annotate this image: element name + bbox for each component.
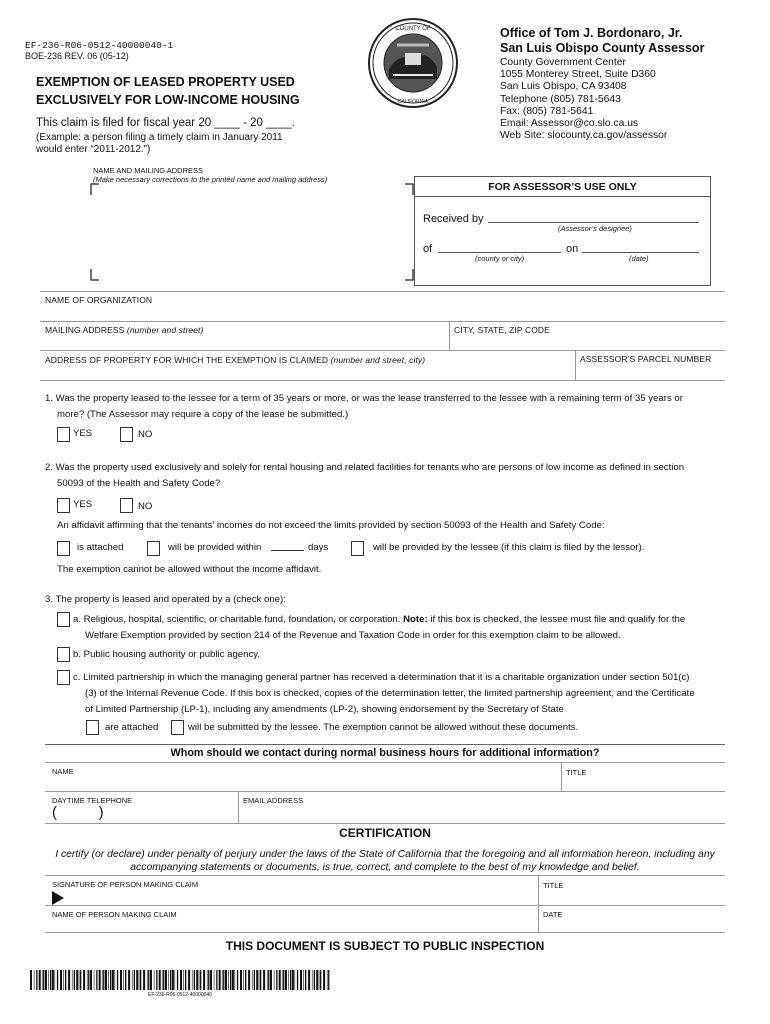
field-divider-vertical: [538, 875, 539, 932]
contact-heading: Whom should we contact during normal business hours for additional information?: [170, 747, 600, 759]
signer-name-input[interactable]: [45, 918, 535, 932]
property-address-label: [45, 355, 425, 365]
question-1: [45, 391, 735, 423]
assessor-date-line[interactable]: [582, 252, 699, 253]
q1-yes-label: YES: [73, 428, 93, 439]
form-number: BOE-236 REV. 06 (05-12): [25, 51, 129, 61]
property-address-hint: (number and street, city): [330, 355, 426, 365]
contact-name-input[interactable]: [45, 776, 555, 790]
affidavit-will-provide-checkbox[interactable]: [147, 541, 160, 556]
organization-name-label: NAME OF ORGANIZATION: [45, 295, 153, 305]
contact-title-label: TITLE: [566, 768, 587, 777]
office-website[interactable]: Web Site: slocounty.ca.gov/assessor: [500, 130, 668, 142]
question-1-line2: more? (The Assessor may require a copy of the lease be submitted.): [57, 409, 349, 420]
svg-text:CALIFORNIA: CALIFORNIA: [397, 99, 429, 105]
office-name-line1: Office of Tom J. Bordonaro, Jr.: [500, 26, 683, 40]
q1-no-label: NO: [138, 429, 153, 440]
contact-title-input[interactable]: [563, 777, 723, 790]
field-divider: [45, 762, 725, 763]
mailing-address-label: NAME AND MAILING ADDRESS: [93, 166, 204, 175]
barcode-icon: [30, 970, 330, 990]
office-address-line: San Luis Obispo, CA 93408: [500, 81, 627, 93]
property-address-text: ADDRESS OF PROPERTY FOR WHICH THE EXEMPTION IS CLAIMED: [45, 355, 329, 365]
form-title-line2: EXCLUSIVELY FOR LOW-INCOME HOUSING: [36, 93, 300, 107]
assessor-box-divider: [414, 196, 711, 197]
mailing-address-input[interactable]: [40, 336, 445, 349]
office-address-line: County Government Center: [500, 57, 626, 68]
parcel-number-input[interactable]: [578, 366, 723, 379]
signature-input[interactable]: [70, 888, 535, 905]
q3a-line2: Welfare Exemption provided by section 214 of the Revenue and Taxation Code in order for this exemption claim to be allowed.: [85, 630, 621, 641]
organization-name-input[interactable]: [40, 306, 725, 320]
documents-to-submit-checkbox[interactable]: [171, 720, 184, 735]
signature-date-label: DATE: [543, 910, 563, 919]
office-address-block: [500, 57, 667, 142]
city-state-zip-input[interactable]: [452, 336, 722, 349]
office-fax: Fax: (805) 781-5641: [500, 105, 594, 117]
q3c-line3: of Limited Partnership (LP-1), including any amendments (LP-2), showing endorsement by the Secretary of State: [85, 704, 564, 715]
affidavit-days-label: days: [308, 542, 329, 553]
barcode-caption: EF-236-R06-0512-40000040: [148, 992, 212, 998]
city-state-zip-label: CITY, STATE, ZIP CODE: [454, 325, 550, 335]
county-or-city-line[interactable]: [438, 252, 561, 253]
field-divider: [40, 291, 725, 292]
mailing-address-field-hint: (number and street): [126, 325, 204, 335]
affidavit-attached-checkbox[interactable]: [57, 541, 70, 556]
section-divider: [45, 744, 725, 745]
office-email[interactable]: Email: Assessor@co.slo.ca.us: [500, 118, 639, 130]
field-divider: [45, 791, 725, 792]
daytime-telephone-label: DAYTIME TELEPHONE: [52, 796, 133, 805]
q3a-note-text: if this box is checked, the lessee must file and qualify for the: [430, 614, 686, 625]
q1-no-checkbox[interactable]: [120, 427, 133, 442]
assessor-designee-label: (Assessor’s designee): [558, 224, 632, 233]
form-id-code: EF-236-R06-0512-40000040-1: [25, 40, 174, 51]
received-by-line[interactable]: [488, 222, 699, 223]
q3a-note-label: Note:: [403, 614, 428, 625]
documents-attached-checkbox[interactable]: [86, 720, 99, 735]
svg-text:COUNTY OF: COUNTY OF: [395, 26, 431, 32]
field-divider: [45, 875, 725, 876]
q3c-line2: (3) of the Internal Revenue Code. If this box is checked, copies of the determination letter, the limited partnership agreement, and the Certificate: [85, 688, 695, 699]
question-3: 3. The property is leased and operated by a (check one):: [45, 594, 286, 605]
signer-title-input[interactable]: [541, 890, 723, 904]
affidavit-by-lessee-label: will be provided by the lessee (if this claim is filed by the lessor).: [373, 542, 645, 553]
q2-yes-label: YES: [73, 499, 93, 510]
affidavit-by-lessee-checkbox[interactable]: [351, 541, 364, 556]
form-title-line1: EXEMPTION OF LEASED PROPERTY USED: [36, 75, 295, 89]
documents-to-submit-label: will be submitted by the lessee. The exemption cannot be allowed without these documents.: [188, 722, 579, 733]
q3a-checkbox[interactable]: [57, 612, 70, 627]
documents-attached-label: are attached: [105, 722, 159, 733]
public-inspection-notice: THIS DOCUMENT IS SUBJECT TO PUBLIC INSPECTION: [225, 939, 545, 953]
field-divider: [40, 350, 725, 351]
signer-name-label: NAME OF PERSON MAKING CLAIM: [52, 910, 177, 919]
signer-title-label: TITLE: [543, 881, 564, 890]
parcel-number-label: ASSESSOR’S PARCEL NUMBER: [580, 354, 712, 364]
mailing-address-sublabel: (Make necessary corrections to the printed name and mailing address): [93, 175, 328, 184]
email-address-input[interactable]: [241, 806, 721, 821]
fiscal-year-statement: This claim is filed for fiscal year 20 ____ - 20 ____.: [36, 117, 295, 129]
affidavit-will-provide-label: will be provided within: [168, 542, 262, 553]
signature-label: SIGNATURE OF PERSON MAKING CLAIM: [52, 880, 199, 889]
email-address-label: EMAIL ADDRESS: [243, 796, 304, 805]
mailing-address-field-text: MAILING ADDRESS: [45, 325, 125, 335]
q3c-checkbox[interactable]: [57, 670, 70, 685]
field-divider-vertical: [561, 762, 562, 791]
field-divider: [40, 380, 725, 381]
q3a-text: a. Religious, hospital, scientific, or charitable fund, foundation, or corporation.: [73, 614, 401, 625]
field-divider: [40, 321, 725, 322]
field-divider: [45, 905, 725, 906]
field-divider: [45, 932, 725, 933]
on-label: on: [566, 243, 579, 255]
field-divider-vertical: [238, 791, 239, 823]
office-address-line: 1055 Monterey Street, Suite D360: [500, 69, 656, 81]
question-2-line2: 50093 of the Health and Safety Code?: [57, 478, 221, 489]
field-divider: [45, 823, 725, 824]
fiscal-year-example-line1: (Example: a person filing a timely claim in January 2011: [36, 132, 283, 143]
county-seal-icon: [367, 17, 459, 109]
certification-line1: I certify (or declare) under penalty of perjury under the laws of the State of California that the foregoing and all information hereon, including any: [55, 849, 715, 860]
q3a-line1: [73, 612, 685, 628]
assessor-box-title: FOR ASSESSOR’S USE ONLY: [488, 181, 637, 193]
q2-no-checkbox[interactable]: [120, 498, 133, 513]
office-phone: Telephone (805) 781-5643: [500, 93, 621, 105]
fiscal-year-example-line2: would enter “2011-2012.”): [36, 144, 151, 155]
county-or-city-label: (county or city): [475, 254, 525, 263]
affidavit-days-field[interactable]: [271, 550, 304, 551]
question-1-line1: 1. Was the property leased to the lessee for a term of 35 years or more, or was the lease transferred to the lessee with a remaining term of 35 years or: [45, 393, 683, 404]
income-affidavit-requirement: The exemption cannot be allowed without the income affidavit.: [57, 564, 322, 575]
q2-no-label: NO: [138, 501, 153, 512]
affidavit-attached-label: is attached: [77, 542, 124, 553]
q3c-line1: c. Limited partnership in which the managing general partner has received a determination that it is a charitable organization under section 501(c): [73, 672, 690, 683]
q3b-label: b. Public housing authority or public agency.: [73, 649, 261, 660]
property-address-input[interactable]: [40, 366, 570, 379]
mailing-address-window[interactable]: [90, 183, 420, 283]
of-label: of: [423, 243, 433, 255]
field-divider-vertical: [449, 321, 450, 350]
certification-heading: CERTIFICATION: [339, 826, 431, 840]
daytime-telephone-input[interactable]: ( ): [52, 804, 104, 821]
office-name-line2: San Luis Obispo County Assessor: [500, 41, 705, 55]
certification-statement: [40, 848, 730, 874]
signature-date-input[interactable]: [541, 918, 723, 932]
question-2: [45, 460, 735, 492]
q1-yes-checkbox[interactable]: [57, 427, 70, 442]
mailing-address-field-label: [45, 325, 203, 335]
assessor-date-label: (date): [629, 254, 649, 263]
q3b-checkbox[interactable]: [57, 647, 70, 662]
received-by-label: Received by: [423, 213, 484, 225]
contact-name-label: NAME: [52, 767, 74, 776]
field-divider-vertical: [575, 350, 576, 380]
question-2-line1: 2. Was the property used exclusively and solely for rental housing and related facilities for tenants who are persons of low income as defined in section: [45, 462, 685, 473]
signature-arrow-icon: [51, 890, 65, 906]
q2-yes-checkbox[interactable]: [57, 498, 70, 513]
certification-line2: accompanying statements or documents, is true, correct, and complete to the best of my knowledge and belief.: [130, 862, 640, 873]
income-affidavit-statement: An affidavit affirming that the tenants’ incomes do not exceed the limits provided by section 50093 of the Health and Safety Code:: [57, 520, 605, 531]
